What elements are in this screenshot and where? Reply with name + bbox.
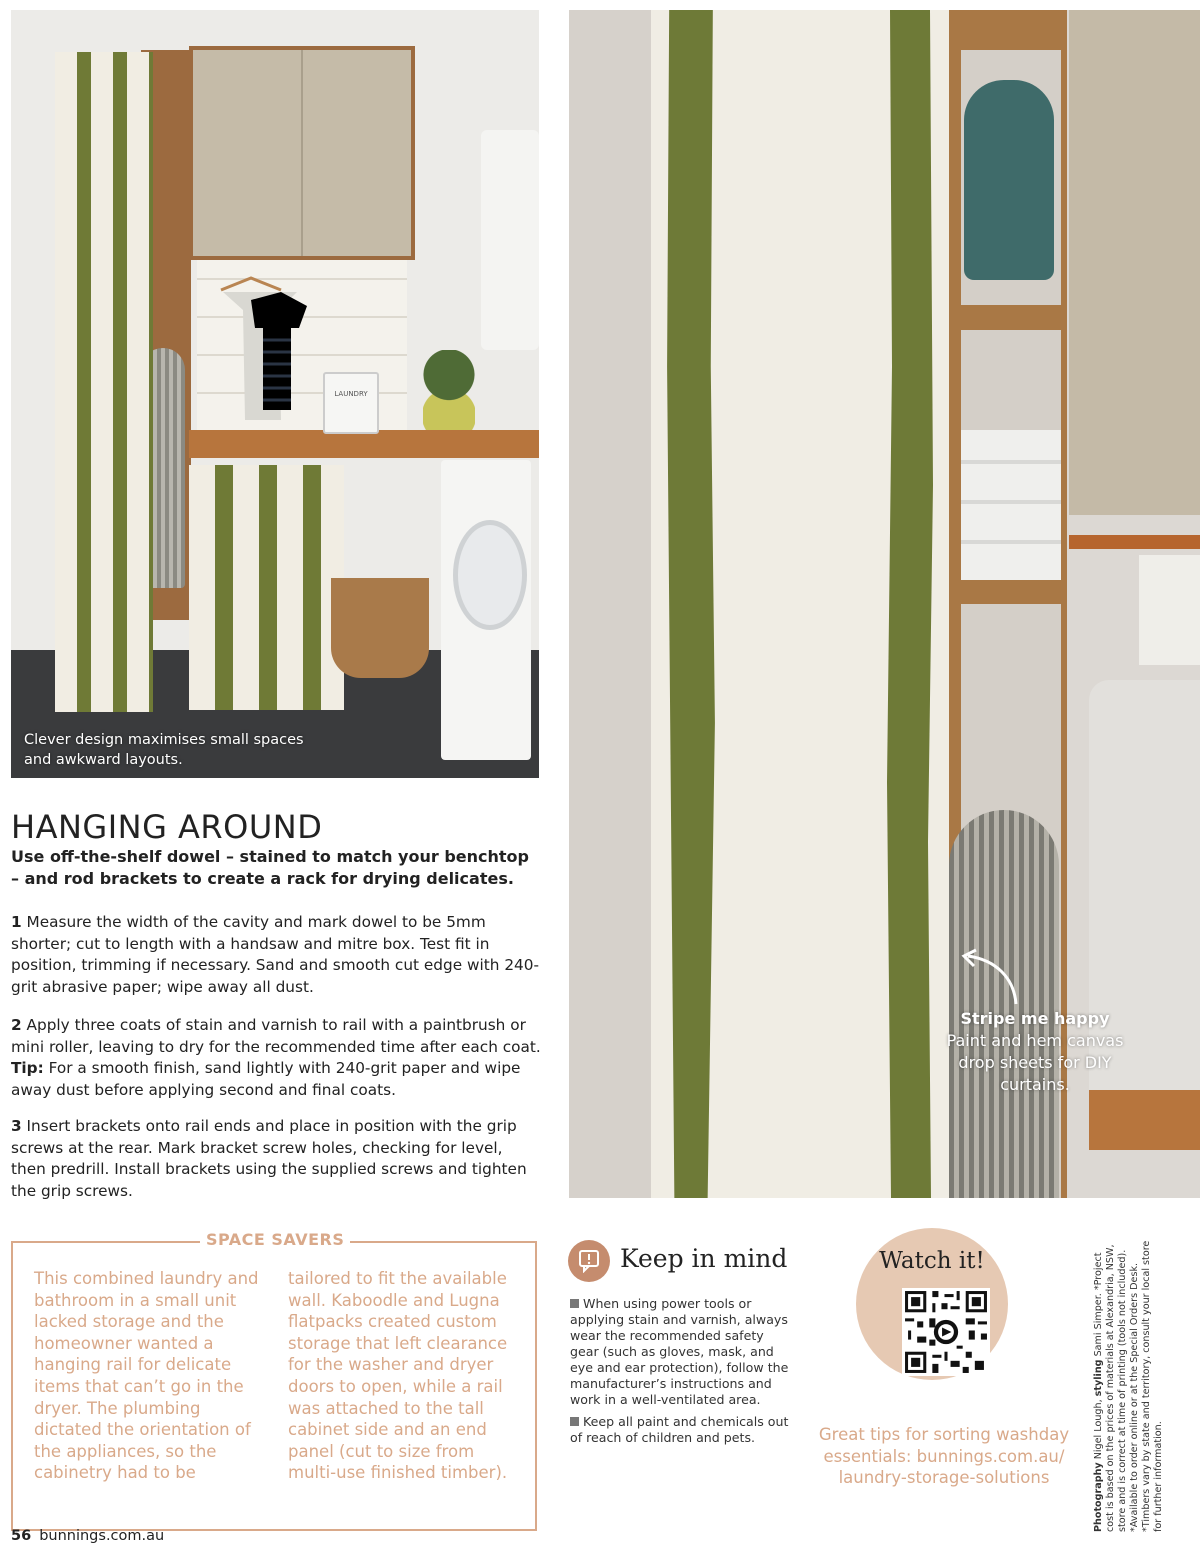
step-text: Apply three coats of stain and varnish to rail with a paintbrush or mini roller, leaving to dry for the recommended time after each coat. xyxy=(11,1016,541,1056)
step-number: 1 xyxy=(11,913,22,931)
stripe-caption-title: Stripe me happy xyxy=(960,1009,1110,1028)
laundry-photo xyxy=(11,10,539,778)
wall-cabinet xyxy=(1069,10,1200,515)
stylist: Sami Simper. xyxy=(1093,1293,1104,1357)
page-number: 56 xyxy=(11,1528,32,1544)
keep-in-mind-item xyxy=(570,1414,790,1446)
laundry-tin-label: LAUNDRY xyxy=(334,390,368,398)
step-1 xyxy=(11,912,541,998)
bullet-square-icon xyxy=(570,1417,579,1426)
step-number: 2 xyxy=(11,1016,22,1034)
step-2 xyxy=(11,1015,541,1101)
space-savers-column-1: This combined laundry and bathroom in a small unit lacked storage and the homeowner wanted a hanging rail for delicate items that can’t go in the dryer. The plumbing dictated the orientation of the appliances, so the cabinetry had to be xyxy=(34,1269,259,1483)
page-footer xyxy=(11,1528,164,1544)
pot-plant xyxy=(423,350,475,432)
step-number: 3 xyxy=(11,1117,22,1135)
background-wall xyxy=(569,10,659,1198)
speech-bubble-icon xyxy=(568,1240,610,1282)
striped-curtain-under-bench xyxy=(189,465,344,710)
photographer: Nigel Lough, xyxy=(1093,1399,1104,1460)
dryer xyxy=(481,130,539,350)
space-savers-title: SPACE SAVERS xyxy=(200,1230,350,1249)
laundry-tin xyxy=(323,372,379,434)
cost-note: *Project cost is based on the prices of materials at Alexandria, NSW, store and is correct at time of printing (tools not included). *Available to order online or at the Special Orders Desk. *Timbers vary by state and territory, consult your local store for further information. xyxy=(1093,1240,1164,1532)
splashback-tile xyxy=(1139,555,1200,665)
article-intro: Use off-the-shelf dowel – stained to match your benchtop – and rod brackets to create a rack for drying delicates. xyxy=(11,847,529,888)
watch-it-link[interactable]: Great tips for sorting washday essentials: bunnings.com.au/ laundry-storage-solutions xyxy=(818,1425,1070,1488)
green-stripe xyxy=(885,10,935,1198)
laundry-basket xyxy=(331,578,429,678)
watch-it-title: Watch it! xyxy=(879,1248,985,1274)
photo-credits xyxy=(1093,1232,1165,1532)
curved-arrow-icon xyxy=(956,948,1026,1008)
step-text: Measure the width of the cavity and mark dowel to be 5mm shorter; cut to length with a handsaw and mitre box. Test fit in position, trimming if necessary. Sand and smooth cut edge with 240-grit abrasive paper; wipe away all dust. xyxy=(11,913,540,996)
hanging-shirts xyxy=(211,270,311,440)
steam-iron xyxy=(964,80,1054,280)
keep-in-mind-text: Keep all paint and chemicals out of reach of children and pets. xyxy=(570,1414,789,1445)
step-3 xyxy=(11,1116,541,1202)
tip-label: Tip: xyxy=(11,1059,44,1077)
styling-label: styling xyxy=(1093,1359,1104,1397)
bullet-square-icon xyxy=(570,1299,579,1308)
benchtop xyxy=(1089,1090,1200,1150)
keep-in-mind-item xyxy=(570,1296,790,1408)
wall-cabinet xyxy=(189,46,415,260)
keep-in-mind-title: Keep in mind xyxy=(620,1244,788,1273)
striped-curtain-tall xyxy=(55,52,153,712)
space-savers-column-2: tailored to fit the available wall. Kaboodle and Lugna flatpacks created custom storage that left clearance for the washer and dryer doors to open, while a rail was attached to the tall cabinet side and an end panel (cut to size from multi-use finished timber). xyxy=(288,1269,508,1483)
keep-in-mind-text: When using power tools or applying stain and varnish, always wear the recommended safety gear (such as gloves, mask, and eye and ear protection), follow the manufacturer’s instructions and work in a well-ventilated area. xyxy=(570,1296,789,1407)
photo-caption: Clever design maximises small spaces and awkward layouts. xyxy=(24,732,304,768)
article-headline: HANGING AROUND xyxy=(11,808,323,846)
tip-text: For a smooth finish, sand lightly with 240-grit paper and wipe away dust before applying second and final coats. xyxy=(11,1059,521,1099)
dowel-hanging-rail xyxy=(1069,535,1200,549)
folded-towels xyxy=(961,430,1061,580)
footer-site[interactable]: bunnings.com.au xyxy=(39,1528,165,1544)
step-text: Insert brackets onto rail ends and place in position with the grip screws at the rear. Mark bracket screw holes, checking for level, then predrill. Install brackets using the supplied screws and tighten the grip screws. xyxy=(11,1117,527,1200)
washing-machine xyxy=(441,460,531,760)
photography-label: Photography xyxy=(1093,1462,1104,1532)
stripe-caption-text: Paint and hem canvas drop sheets for DIY curtains. xyxy=(946,1031,1124,1094)
stripe-caption xyxy=(940,1008,1130,1096)
qr-code[interactable] xyxy=(902,1288,990,1376)
